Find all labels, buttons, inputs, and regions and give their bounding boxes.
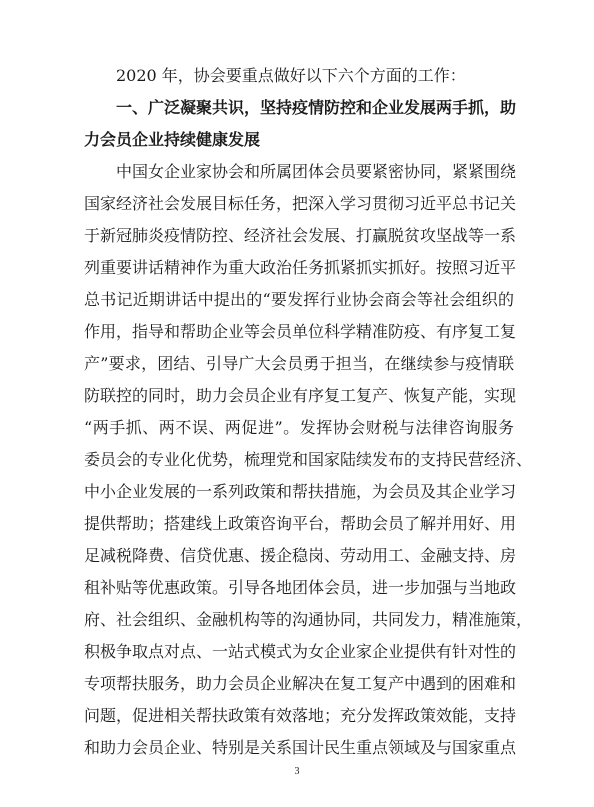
- body-line: 和助力会员企业、特别是关系国计民生重点领域及与国家重点: [84, 738, 517, 757]
- page-number: 3: [294, 766, 300, 777]
- body-line: 专项帮扶服务，助力会员企业解决在复工复产中遇到的困难和: [84, 674, 517, 693]
- body-line: 积极争取点对点、一站式模式为女企业家企业提供有针对性的: [84, 642, 517, 661]
- body-line: 作用，指导和帮助企业等会员单位科学精准防疫、有序复工复: [84, 322, 517, 341]
- body-line: 中国女企业家协会和所属团体会员要紧密协同，紧紧围绕: [116, 162, 517, 181]
- body-line: 府、社会组织、金融机构等的沟通协同，共同发力，精准施策，: [84, 610, 533, 629]
- body-line: 防联控的同时，助力会员企业有序复工复产、恢复产能，实现: [84, 386, 517, 405]
- body-line: 租补贴等优惠政策。引导各地团体会员，进一步加强与当地政: [84, 578, 517, 597]
- body-line: 提供帮助；搭建线上政策咨询平台，帮助会员了解并用好、用: [84, 514, 517, 533]
- section-heading-line-2: 力会员企业持续健康发展: [84, 130, 261, 149]
- intro-paragraph: 2020 年，协会要重点做好以下六个方面的工作：: [116, 66, 466, 85]
- body-line: 问题，促进相关帮扶政策有效落地；充分发挥政策效能，支持: [84, 706, 517, 725]
- body-line: 列重要讲话精神作为重大政治任务抓紧抓实抓好。按照习近平: [84, 258, 517, 277]
- body-line: 于新冠肺炎疫情防控、经济社会发展、打赢脱贫攻坚战等一系: [84, 226, 517, 245]
- body-line: 总书记近期讲话中提出的“要发挥行业协会商会等社会组织的: [84, 290, 514, 309]
- body-line: 产”要求，团结、引导广大会员勇于担当，在继续参与疫情联: [84, 354, 514, 373]
- body-line: 委员会的专业化优势，梳理党和国家陆续发布的支持民营经济、: [84, 450, 533, 469]
- body-line: 国家经济社会发展目标任务，把深入学习贯彻习近平总书记关: [84, 194, 517, 213]
- body-line: 中小企业发展的一系列政策和帮扶措施，为会员及其企业学习: [84, 482, 517, 501]
- body-line: “两手抓、两不误、两促进”。发挥协会财税与法律咨询服务: [84, 418, 514, 437]
- section-heading-line-1: 一、广泛凝聚共识，坚持疫情防控和企业发展两手抓，助: [116, 98, 517, 117]
- body-line: 足减税降费、信贷优惠、援企稳岗、劳动用工、金融支持、房: [84, 546, 517, 565]
